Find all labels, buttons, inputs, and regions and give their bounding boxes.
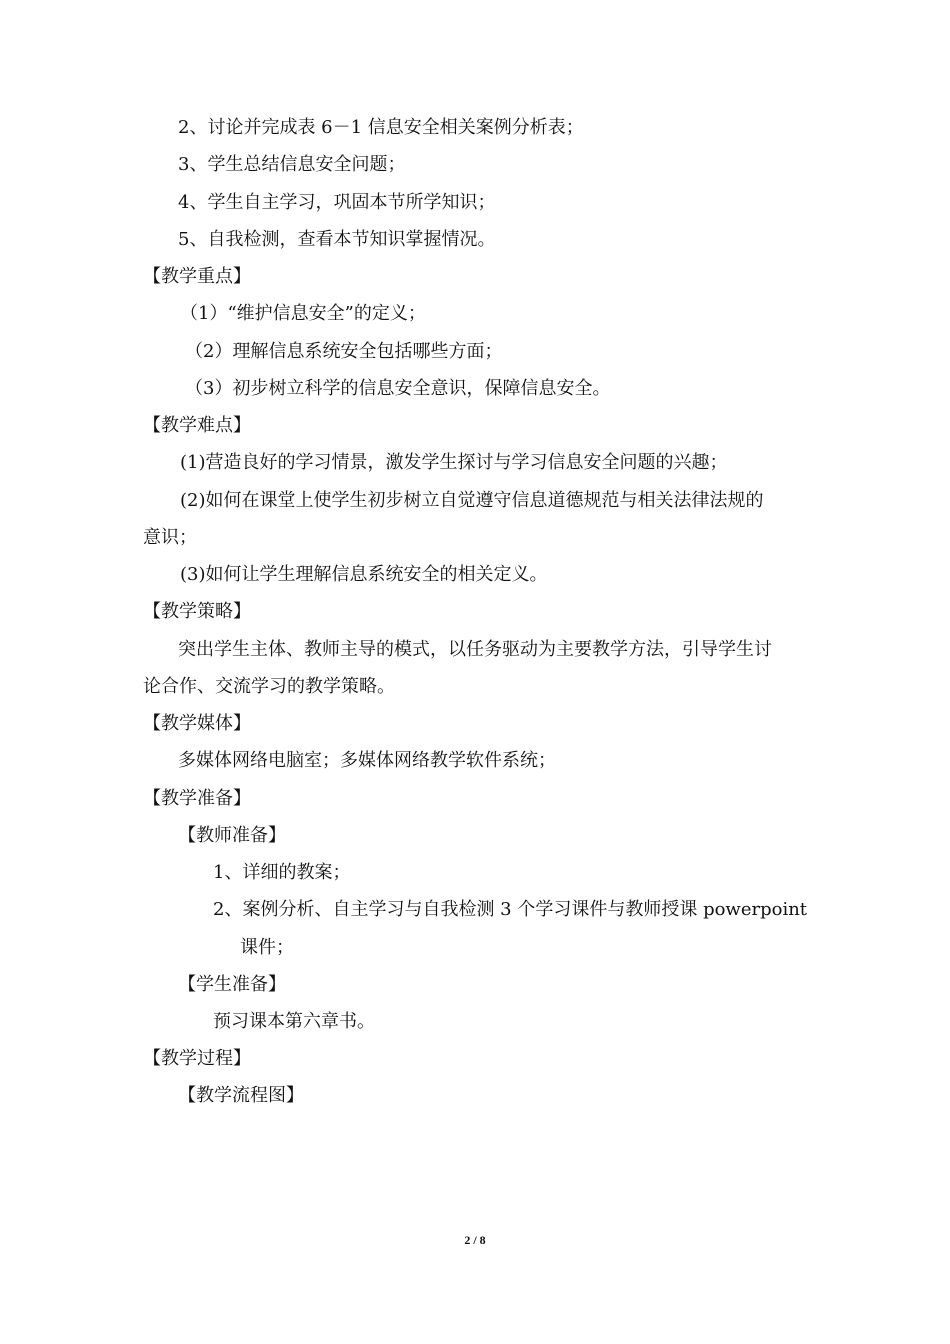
strategy-line-1: 突出学生主体、教师主导的模式，以任务驱动为主要教学方法，引导学生讨 — [178, 639, 772, 660]
student-prep-text: 预习课本第六章书。 — [213, 1011, 375, 1032]
key-point-item: （2）理解信息系统安全包括哪些方面； — [185, 341, 503, 362]
teacher-prep-item-1: 1、详细的教案； — [213, 862, 351, 883]
difficulty-item-2-line-2: 意识； — [143, 527, 197, 548]
heading-media: 【教学媒体】 — [143, 713, 251, 734]
heading-process: 【教学过程】 — [143, 1048, 251, 1069]
heading-strategy: 【教学策略】 — [143, 601, 251, 622]
heading-student-preparation: 【学生准备】 — [178, 974, 286, 995]
difficulty-item-3: (3)如何让学生理解信息系统安全的相关定义。 — [180, 564, 548, 585]
teacher-prep-item-2-line-2: 课件； — [240, 937, 294, 958]
key-point-item: （1）“维护信息安全”的定义； — [180, 303, 426, 324]
step-2: 2、讨论并完成表 6－1 信息安全相关案例分析表； — [178, 117, 584, 138]
teacher-prep-item-2-line-1: 2、案例分析、自主学习与自我检测 3 个学习课件与教师授课 powerpoint — [213, 899, 808, 920]
heading-difficulties: 【教学难点】 — [143, 415, 251, 436]
heading-teacher-preparation: 【教师准备】 — [178, 825, 286, 846]
difficulty-item-2-line-1: (2)如何在课堂上使学生初步树立自觉遵守信息道德规范与相关法律法规的 — [180, 490, 764, 511]
heading-flowchart: 【教学流程图】 — [178, 1085, 304, 1106]
step-4: 4、学生自主学习，巩固本节所学知识； — [178, 192, 496, 213]
difficulty-item-1: (1)营造良好的学习情景，激发学生探讨与学习信息安全问题的兴趣； — [180, 452, 728, 473]
key-point-item: （3）初步树立科学的信息安全意识，保障信息安全。 — [185, 378, 611, 399]
heading-key-points: 【教学重点】 — [143, 266, 251, 287]
media-text: 多媒体网络电脑室；多媒体网络教学软件系统； — [178, 750, 556, 771]
heading-preparation: 【教学准备】 — [143, 788, 251, 809]
strategy-line-2: 论合作、交流学习的教学策略。 — [143, 676, 395, 697]
step-5: 5、自我检测，查看本节知识掌握情况。 — [178, 229, 496, 250]
page-number: 2 / 8 — [464, 1233, 486, 1247]
step-3: 3、学生总结信息安全问题； — [178, 154, 406, 175]
